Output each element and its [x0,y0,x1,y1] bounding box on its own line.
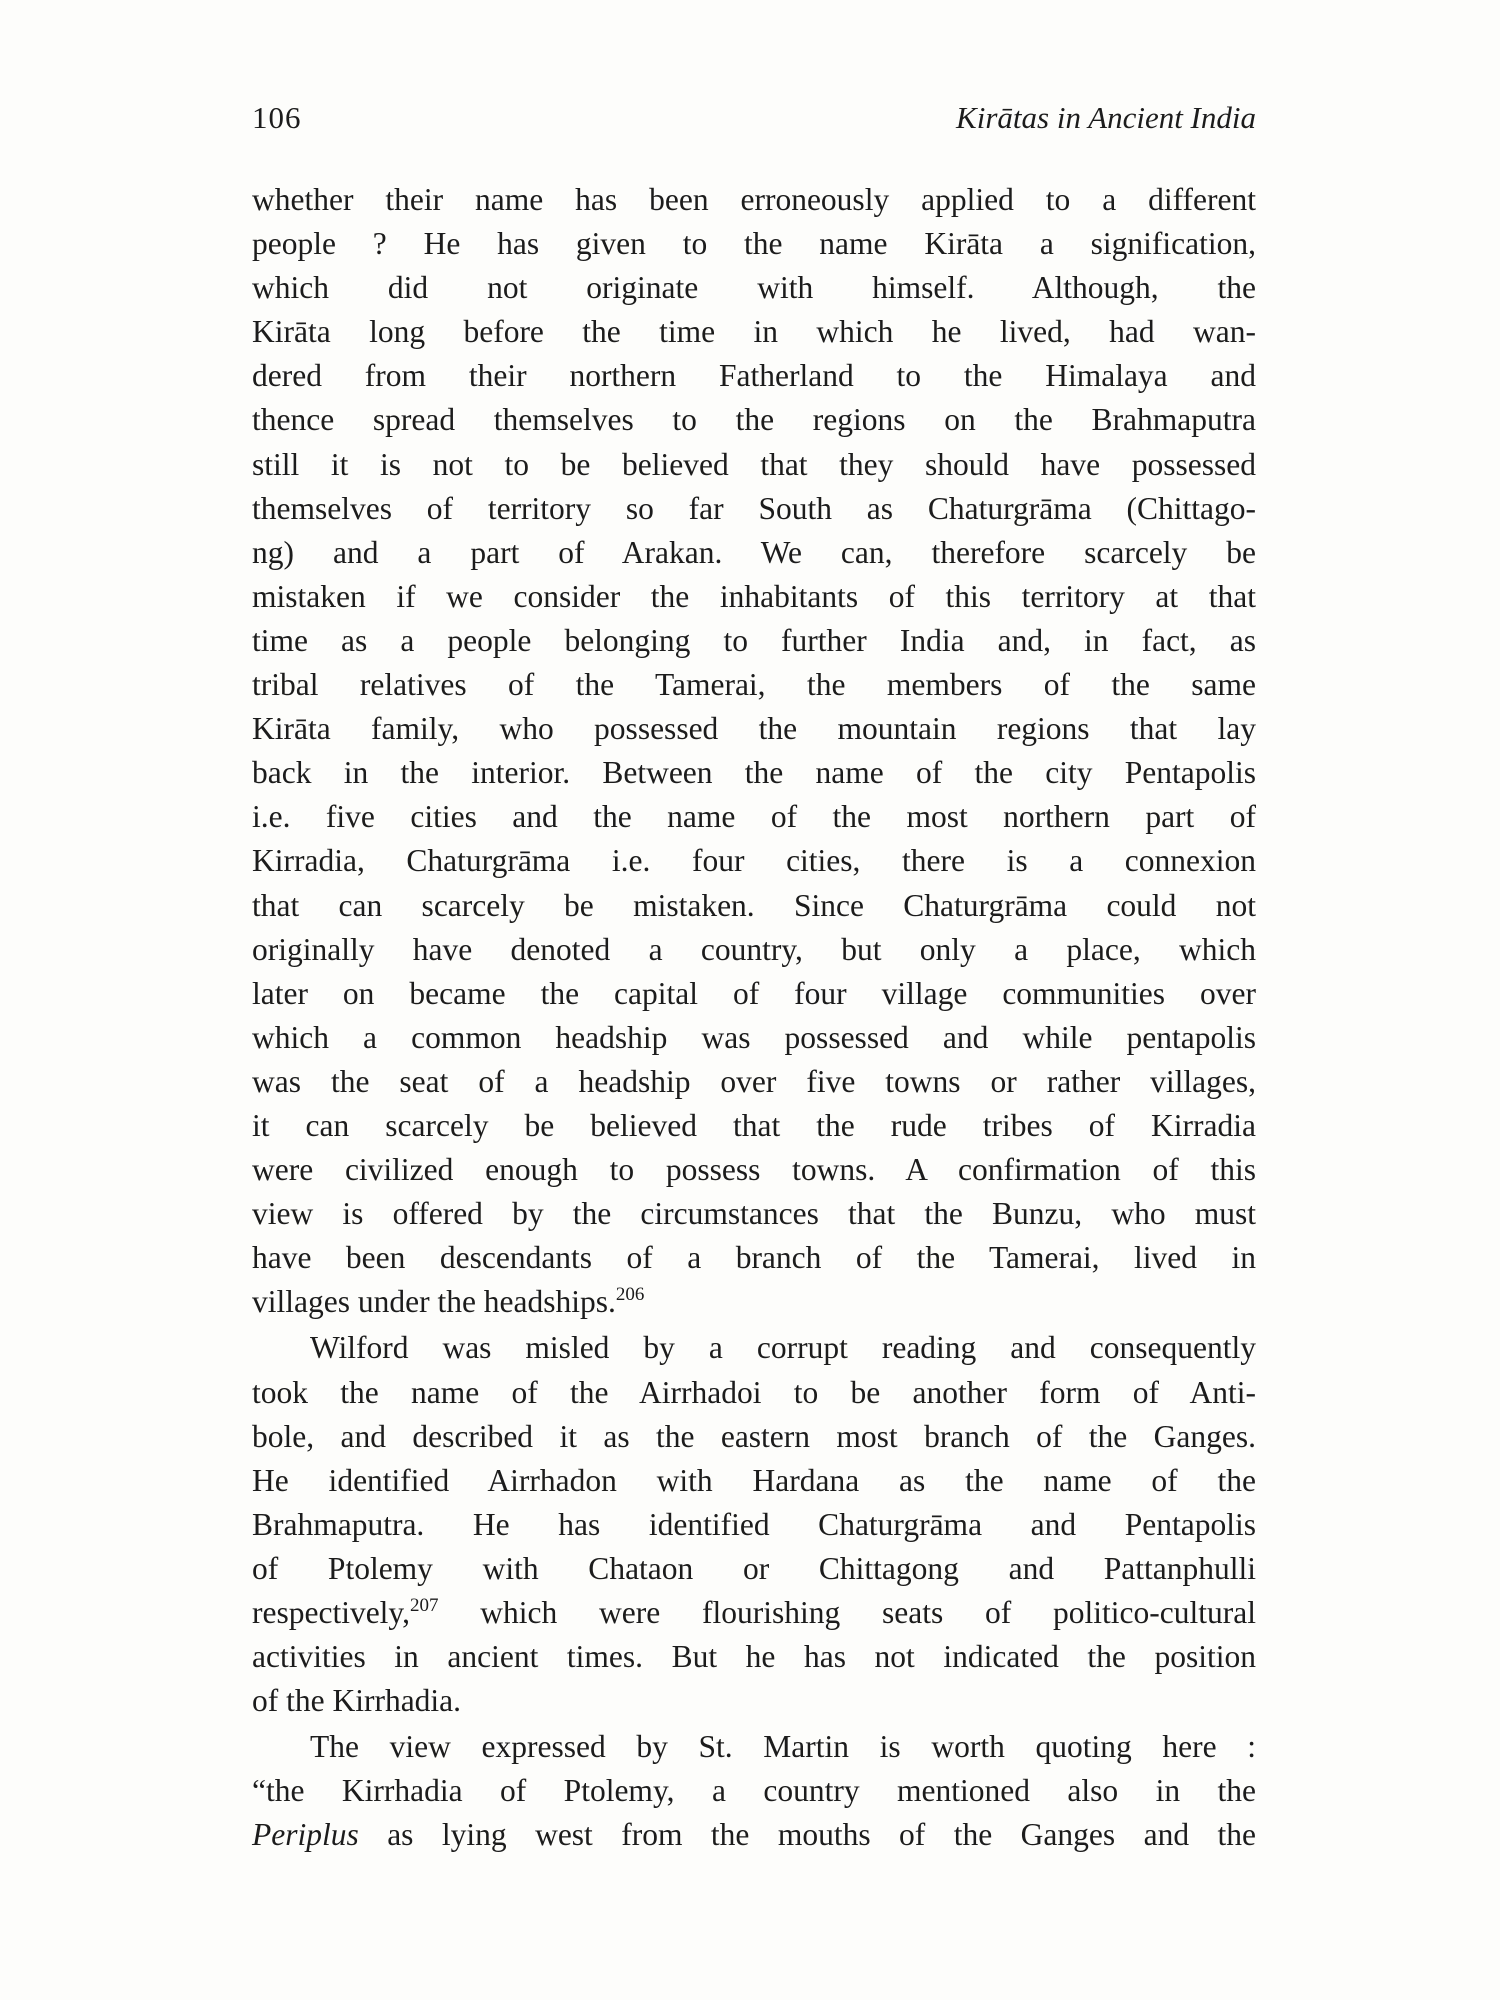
text-line: which did not originate with himself. Although, the [252,270,1256,306]
footnote-ref-206: 206 [615,1284,645,1306]
text-line: originally have denoted a country, but only a place, which [252,931,1256,967]
text-line: The view expressed by St. Martin is worth quoting here : [310,1729,1256,1765]
text-line: He identified Airrhadon with Hardana as the name of the [252,1462,1256,1498]
text-line: have been descendants of a branch of the Tamerai, lived in [252,1240,1256,1276]
text-line: of the Kirrhadia. [252,1683,462,1719]
page-header [252,100,1256,148]
text-line: Kirāta long before the time in which he lived, had wan- [252,314,1256,350]
text-line: Kirradia, Chaturgrāma i.e. four cities, there is a connexion [252,843,1256,879]
line-text: respectively, [252,1595,411,1630]
page-number: 106 [252,100,302,135]
footnote-ref-207: 207 [410,1595,439,1616]
text-line: Wilford was misled by a corrupt reading and consequently [310,1330,1256,1366]
text-line: Brahmaputra. He has identified Chaturgrāma and Pentapolis [252,1506,1256,1542]
body-text [252,178,1256,1858]
text-line: people ? He has given to the name Kirāta a signification, [252,226,1256,262]
italic-title-periplus: Periplus [252,1817,359,1853]
paragraph-2 [252,1326,1256,1723]
text-line: activities in ancient times. But he has not indicated the position [252,1639,1256,1675]
text-line: dered from their northern Fatherland to the Himalaya and [252,358,1256,394]
text-line: tribal relatives of the Tamerai, the members of the same [252,667,1256,703]
text-line: was the seat of a headship over five towns or rather villages, [252,1063,1256,1099]
paragraph-3 [252,1725,1256,1857]
text-line: i.e. five cities and the name of the most northern part of [252,799,1256,835]
text-line: took the name of the Airrhadoi to be another form of Anti- [252,1374,1256,1410]
line-text: villages under the headships. [252,1284,616,1320]
text-line: “the Kirrhadia of Ptolemy, a country mentioned also in the [252,1773,1256,1809]
text-line [252,1591,1256,1635]
line-text: as lying west from the mouths of the Ganges and the [358,1817,1256,1853]
paragraph-1 [252,178,1256,1324]
text-line: thence spread themselves to the regions on the Brahmaputra [252,402,1256,438]
text-line: ng) and a part of Arakan. We can, therefore scarcely be [252,534,1256,570]
text-line: bole, and described it as the eastern most branch of the Ganges. [252,1418,1256,1454]
text-line: whether their name has been erroneously applied to a different [252,182,1256,217]
running-title: Kirātas in Ancient India [956,100,1256,135]
text-line: later on became the capital of four village communities over [252,975,1256,1011]
text-line: back in the interior. Between the name of the city Pentapolis [252,755,1256,791]
text-line [252,1813,1256,1857]
text-line: themselves of territory so far South as Chaturgrāma (Chittago- [252,490,1256,526]
text-line: Kirāta family, who possessed the mountain regions that lay [252,711,1256,747]
text-line: of Ptolemy with Chataon or Chittagong and Pattanphulli [252,1550,1256,1586]
text-line: still it is not to be believed that they should have possessed [252,446,1256,482]
text-line [252,1280,1256,1324]
text-line: view is offered by the circumstances that the Bunzu, who must [252,1196,1256,1232]
text-line: mistaken if we consider the inhabitants of this territory at that [252,578,1256,614]
text-line: which a common headship was possessed and while pentapolis [252,1019,1256,1055]
line-text: which were flourishing seats of politico-cultural [438,1595,1256,1630]
text-line: that can scarcely be mistaken. Since Chaturgrāma could not [252,887,1256,923]
text-line: it can scarcely be believed that the rude tribes of Kirradia [252,1107,1256,1143]
text-line: time as a people belonging to further India and, in fact, as [252,622,1256,658]
text-line: were civilized enough to possess towns. A confirmation of this [252,1152,1256,1188]
